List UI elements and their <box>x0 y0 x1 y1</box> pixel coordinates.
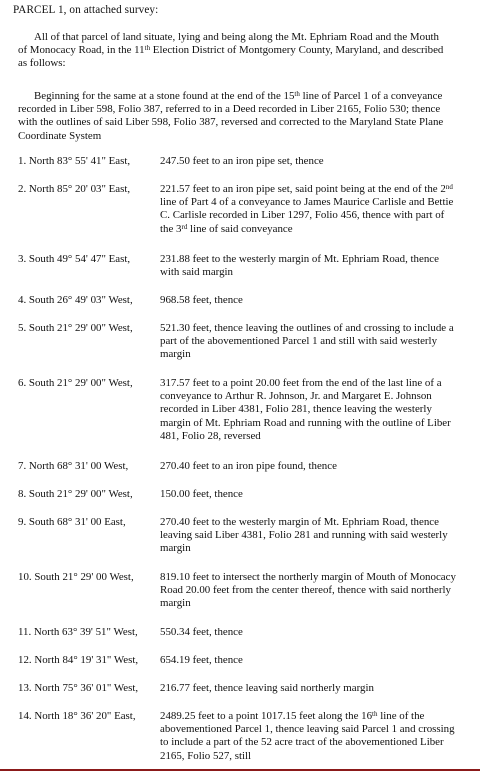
course-bearing: 7. North 68° 31' 00 West, <box>18 460 129 472</box>
course-bearing: 3. South 49° 54' 47" East, <box>18 253 131 265</box>
course-description <box>160 710 460 763</box>
course-bearing: 12. North 84° 19' 31" West, <box>18 654 139 666</box>
course-description: 216.77 feet, thence leaving said northerly margin <box>160 682 374 694</box>
beginning-text-part-1: Beginning for the same at a stone found at the end of the 15 <box>34 90 295 102</box>
course-bearing: 2. North 85° 20' 03" East, <box>18 183 131 195</box>
ordinal-suffix: nd <box>445 183 453 191</box>
ordinal-suffix: th <box>294 90 300 98</box>
page-bottom-rule <box>0 769 480 771</box>
course-bearing: 4. South 26° 49' 03" West, <box>18 294 133 306</box>
course-description: 247.50 feet to an iron pipe set, thence <box>160 155 324 167</box>
ordinal-suffix: th <box>144 44 151 53</box>
course-bearing: 8. South 21° 29' 00" West, <box>18 488 133 500</box>
course-bearing: 1. North 83° 55' 41" East, <box>18 155 131 167</box>
course-description-part-3: line of said conveyance <box>187 222 293 235</box>
course-description: 270.40 feet to an iron pipe found, thence <box>160 460 337 472</box>
course-description: 150.00 feet, thence <box>160 488 243 500</box>
course-bearing: 14. North 18° 36' 20" East, <box>18 710 136 722</box>
intro-text-part-1: All of that parcel of land situate, lying and being along the Mt. Ephriam Road and the Mouth of Monocacy Road, in the 11 <box>18 31 439 57</box>
course-description: 270.40 feet to the westerly margin of Mt. Ephriam Road, thence leaving said Liber 4381, Folio 281 and running with said westerly margin <box>160 516 448 555</box>
course-bearing: 10. South 21° 29' 00 West, <box>18 571 134 583</box>
intro-paragraph <box>18 31 450 71</box>
course-description-part-1: 2489.25 feet to a point 1017.15 feet along the 16 <box>160 710 373 722</box>
intro-text-part-2: Election District of Montgomery County, Maryland, and described as follows: <box>18 44 444 70</box>
course-description: 231.88 feet to the westerly margin of Mt. Ephriam Road, thence with said margin <box>160 253 439 279</box>
ordinal-suffix: th <box>372 710 378 718</box>
course-bearing: 5. South 21° 29' 00" West, <box>18 322 133 334</box>
course-bearing: 6. South 21° 29' 00" West, <box>18 377 133 389</box>
course-description: 317.57 feet to a point 20.00 feet from the end of the last line of a conveyance to Arthur R. Johnson, Jr. and Margaret E. Johnson recorded in Liber 4381, Folio 281, thence leaving the westerly margin of Mt. Ephriam Road and running with the outline of Liber 481, Folio 28, reversed <box>160 377 451 442</box>
course-description: 654.19 feet, thence <box>160 654 243 666</box>
course-description: 550.34 feet, thence <box>160 626 243 638</box>
course-description: 968.58 feet, thence <box>160 294 243 306</box>
course-description-part-1: 221.57 feet to an iron pipe set, said point being at the end of the 2 <box>160 183 446 195</box>
beginning-text-part-2: line of Parcel 1 of a conveyance recorded in Liber 598, Folio 387, referred to in a Deed recorded in Liber 2165, Folio 530; thence with the outlines of said Liber 598, Folio 387, reversed and corrected to the Maryland State Plane Coordinate System <box>18 90 444 142</box>
ordinal-suffix: rd <box>181 222 188 231</box>
parcel-heading: PARCEL 1, on attached survey: <box>13 4 159 16</box>
course-description-part-2: line of the abovementioned Parcel 1, thence leaving said Parcel 1 and crossing to include a part of the 52 acre tract of the abovementioned Liber 2165, Folio 527, still <box>160 710 455 762</box>
course-bearing: 13. North 75° 36' 01" West, <box>18 682 139 694</box>
course-description-part-2: line of Part 4 of a conveyance to James Maurice Carlisle and Bettie C. Carlisle recorded in Liber 1297, Folio 456, thence with part of the 3 <box>160 196 454 235</box>
course-description: 819.10 feet to intersect the northerly margin of Mouth of Monocacy Road 20.00 feet from the center thereof, thence with said northerly margin <box>160 571 456 610</box>
beginning-paragraph <box>18 90 450 143</box>
course-description <box>160 183 460 236</box>
course-bearing: 9. South 68° 31' 00 East, <box>18 516 126 528</box>
course-bearing: 11. North 63° 39' 51" West, <box>18 626 138 638</box>
course-description: 521.30 feet, thence leaving the outlines of and crossing to include a part of the abovementioned Parcel 1 and still with said westerly margin <box>160 322 454 361</box>
